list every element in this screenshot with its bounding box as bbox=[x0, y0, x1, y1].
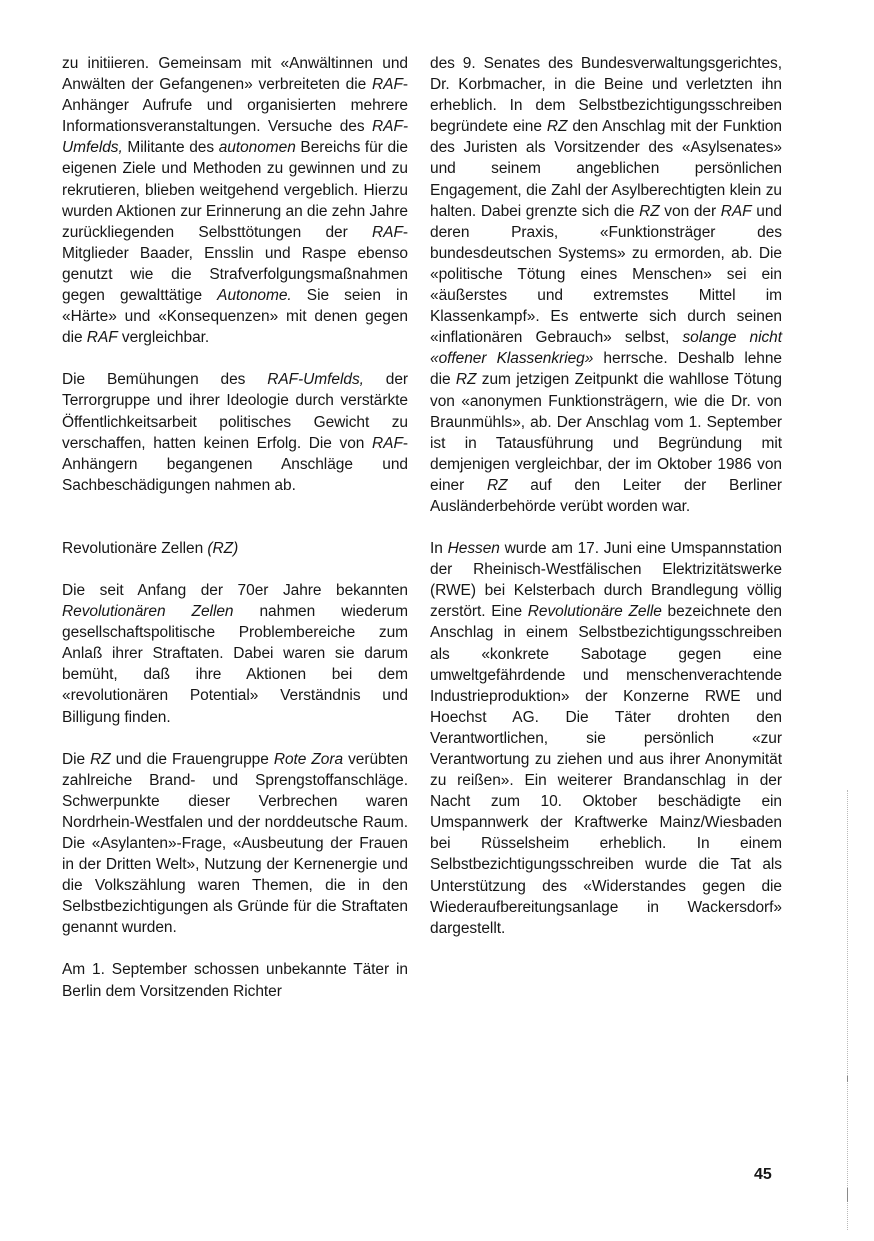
paragraph-hessen bbox=[430, 538, 782, 939]
text-run: den Anschlag mit der Funktion des Juristen als Vorsitzender des «Asylsenates» und seinem angeblichen persönlichen Engagement, die Zahl der Asylberechtigten klein zu halten. Dabei grenzte sich die bbox=[430, 118, 782, 220]
italic-text: Revolutionäre Zelle bbox=[527, 603, 662, 621]
italic-text: Rote Zora bbox=[273, 750, 344, 768]
paragraph-raf-efforts bbox=[62, 369, 408, 496]
left-column bbox=[62, 53, 408, 1002]
paragraph-raf-supporters bbox=[62, 53, 408, 348]
italic-text: RAF bbox=[720, 202, 752, 220]
italic-text: solange nicht «offener Klassenkrieg» bbox=[430, 329, 782, 368]
text-run: Die Bemühungen des bbox=[62, 371, 268, 389]
scan-edge-mark bbox=[847, 1076, 848, 1082]
right-column bbox=[430, 53, 782, 939]
text-run: Sie seien in «Härte» und «Konsequenzen» mit denen gegen die bbox=[62, 287, 408, 347]
page-number: 45 bbox=[754, 1166, 772, 1183]
scan-edge-line bbox=[847, 790, 848, 1230]
italic-text: RZ bbox=[486, 476, 508, 494]
italic-text: RZ bbox=[546, 118, 568, 136]
text-run: bezeichnete den Anschlag in einem Selbstbezichtigungsschreiben als «konkrete Sabotage gegen eine umweltgefährdende und menschenverachtende Industrieproduktion» der Konzerne RWE und Hoechst AG. Die Täter drohten den Verantwortlichen, sie persönlich «zur Verantwortung zu ziehen und aus ihrer Anonymität zu reißen». Ein weiterer Brandanschlag in der Nacht zum 10. Oktober beschädigte ein Umspannwerk der Kraftwerke Mainz/Wiesbaden bei Rüsselsheim erheblich. In einem Selbstbezichtigungsschreiben wurde die Tat als Unterstützung des «Widerstandes gegen die Wiederaufbereitungsanlage in Wackersdorf» dargestellt. bbox=[430, 603, 782, 937]
text-run: zum jetzigen Zeitpunkt die wahllose Tötung von «anonymen Funktionsträgern, wie die Dr. von Braunmühls», ab. Der Anschlag vom 1. September ist in Tatausführung und Begründung mit demjenigen vergleichbar, der im Oktober 1986 von einer bbox=[430, 371, 783, 494]
paragraph-rz-intro bbox=[62, 580, 408, 728]
text-run: wurde am 17. Juni eine Umspannstation der Rheinisch-Westfälischen Elektrizitätswerke (RWE) bei Kelsterbach durch Brandlegung völlig zerstört. Eine bbox=[430, 540, 782, 621]
text-run: von der bbox=[659, 202, 721, 220]
paragraph-korbmacher bbox=[430, 53, 782, 517]
text-run: herrsche. Deshalb lehne die bbox=[430, 350, 783, 389]
italic-text: autonomen bbox=[218, 139, 296, 157]
text-run: -Mitglieder Baader, Ensslin und Raspe ebenso genutzt wie die Strafverfolgungsmaßnahmen gegen gewalttätige bbox=[62, 223, 408, 305]
italic-text: RZ bbox=[90, 750, 111, 768]
text-run: Militante des bbox=[122, 139, 219, 157]
italic-text: RZ bbox=[639, 202, 660, 220]
text-run: auf den Leiter der Berliner Ausländerbehörde verübt worden war. bbox=[430, 476, 782, 515]
section-heading-rz bbox=[62, 538, 408, 559]
text-run: Am 1. September schossen unbekannte Täter in Berlin dem Vorsitzenden Richter bbox=[62, 961, 408, 1000]
text-run: zu initiieren. Gemeinsam mit «Anwältinnen und Anwälten der Gefangenen» verbreiteten die bbox=[62, 55, 408, 94]
text-run: -Anhänger Aufrufe und organisierten mehrere Informationsveranstaltungen. Versuche des bbox=[62, 76, 408, 136]
italic-text: RZ bbox=[455, 371, 477, 389]
text-run: des 9. Senates des Bundesverwaltungsgerichtes, Dr. Korbmacher, in die Beine und verletzten ihn erheblich. In dem Selbstbezichtigungsschreiben begründete eine bbox=[430, 55, 782, 136]
italic-text: RAF bbox=[372, 76, 403, 94]
text-run: der Terrorgruppe und ihrer Ideologie durch verstärkte Öffentlichkeitsarbeit politisches Gewicht zu verschaffen, hatten keinen Erfolg. Die von bbox=[62, 371, 408, 452]
scan-edge-mark bbox=[847, 1188, 848, 1202]
italic-text: (RZ) bbox=[207, 539, 239, 557]
text-run: In bbox=[430, 540, 448, 558]
text-run: Revolutionäre Zellen bbox=[62, 539, 208, 557]
italic-text: RAF-Umfelds, bbox=[62, 118, 408, 157]
text-run: nahmen wiederum gesellschaftspolitische Problembereiche zum Anlaß ihrer Straftaten. Dabei waren sie darum bemüht, daß ihre Aktionen bei dem «revolutionären Potential» Verständnis und Billigung finden. bbox=[62, 603, 408, 726]
text-run: Die seit Anfang der 70er Jahre bekannten bbox=[62, 581, 408, 599]
text-run: Die bbox=[62, 750, 91, 768]
text-run: und die Frauengruppe bbox=[110, 750, 274, 768]
paragraph-berlin-attack bbox=[62, 959, 408, 1001]
text-run: verübten zahlreiche Brand- und Sprengstoffanschläge. Schwerpunkte dieser Verbrechen waren Nordrhein-Westfalen und der norddeutsche Raum. Die «Asylanten»-Frage, «Ausbeutung der Frauen in der Dritten Welt», Nutzung der Kernenergie und die Volkszählung waren Themen, die in den Selbstbezichtigungen als Gründe für die Straftaten genannt wurden. bbox=[62, 750, 408, 937]
text-run: -Anhängern begangenen Anschläge und Sachbeschädigungen nahmen ab. bbox=[62, 434, 408, 494]
text-run: vergleichbar. bbox=[117, 329, 210, 347]
italic-text: RAF bbox=[86, 329, 118, 347]
paragraph-rz-rote-zora bbox=[62, 749, 408, 939]
italic-text: RAF-Umfelds, bbox=[267, 371, 364, 389]
italic-text: RAF bbox=[372, 434, 403, 452]
italic-text: RAF bbox=[372, 223, 403, 241]
italic-text: Hessen bbox=[447, 540, 500, 558]
text-run: und deren Praxis, «Funktionsträger des bundesdeutschen Systems» zu ermorden, ab. Die «politische Tötung eines Menschen» sei ein «äußerstes und extremstes Mittel im Klassenkampf». Es entwerte sich durch seinen «inflationären Gebrauch» selbst, bbox=[430, 202, 782, 347]
italic-text: Revolutionären Zellen bbox=[62, 603, 234, 621]
italic-text: Autonome. bbox=[217, 287, 292, 305]
text-run: Bereichs für die eigenen Ziele und Methoden zu gewinnen und zu rekrutieren, blieben weitgehend vergeblich. Hierzu wurden Aktionen zur Erinnerung an die zehn Jahre zurückliegenden Selbsttötungen der bbox=[62, 139, 408, 241]
